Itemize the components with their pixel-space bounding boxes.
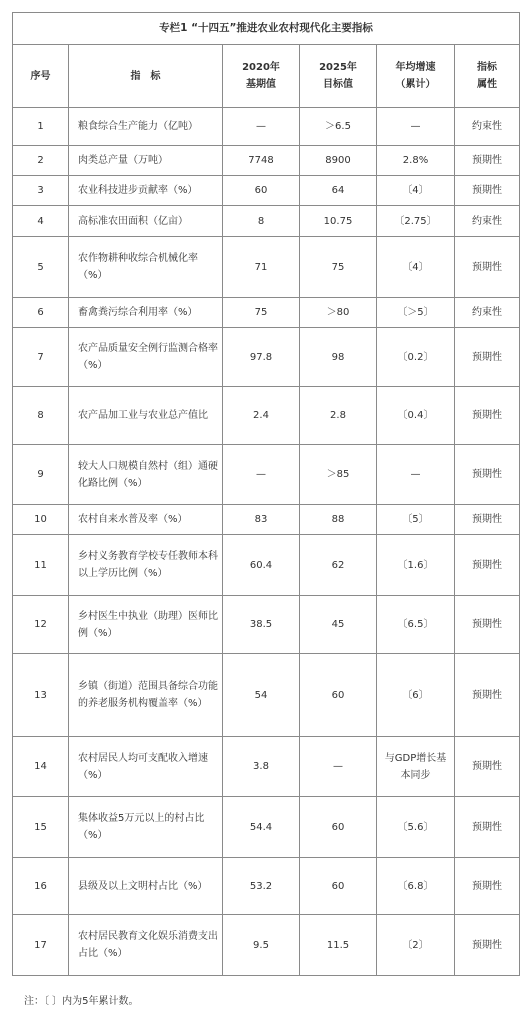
row-target: 11.5 [300,915,377,976]
row-attribute: 预期性 [455,146,520,176]
row-growth: 〔6.8〕 [377,858,455,915]
row-base: 60.4 [223,535,300,596]
row-base: — [223,445,300,505]
table-row [13,146,520,176]
row-attribute: 预期性 [455,328,520,387]
row-indicator: 农业科技进步贡献率（%） [69,176,223,206]
row-target: 60 [300,797,377,858]
row-indicator: 粮食综合生产能力（亿吨） [69,108,223,146]
row-target: — [300,737,377,797]
row-target: ＞85 [300,445,377,505]
row-seq: 1 [13,108,69,146]
row-indicator: 农村自来水普及率（%） [69,505,223,535]
row-indicator: 乡镇（街道）范围具备综合功能的养老服务机构覆盖率（%） [69,654,223,737]
row-indicator: 集体收益5万元以上的村占比（%） [69,797,223,858]
header-growth: 年均增速 （累计） [377,45,455,108]
row-attribute: 约束性 [455,206,520,237]
header-attribute: 指标 属性 [455,45,520,108]
row-base: 97.8 [223,328,300,387]
table-row [13,108,520,146]
row-seq: 2 [13,146,69,176]
row-attribute: 预期性 [455,915,520,976]
row-growth: 〔6〕 [377,654,455,737]
row-base: — [223,108,300,146]
row-target: 2.8 [300,387,377,445]
row-attribute: 预期性 [455,445,520,505]
row-target: ＞6.5 [300,108,377,146]
row-indicator: 乡村义务教育学校专任教师本科以上学历比例（%） [69,535,223,596]
table-row [13,206,520,237]
table-title: 专栏1 “十四五”推进农业农村现代化主要指标 [13,13,520,45]
row-growth: 〔0.2〕 [377,328,455,387]
row-indicator: 肉类总产量（万吨） [69,146,223,176]
row-growth: 〔4〕 [377,176,455,206]
row-seq: 11 [13,535,69,596]
row-attribute: 预期性 [455,535,520,596]
row-seq: 6 [13,298,69,328]
table-row [13,535,520,596]
table-body [13,108,520,976]
row-base: 8 [223,206,300,237]
row-target: 60 [300,858,377,915]
table-row [13,237,520,298]
header-indicator: 指 标 [69,45,223,108]
table-row [13,858,520,915]
row-base: 60 [223,176,300,206]
row-seq: 8 [13,387,69,445]
table-row [13,596,520,654]
header-seq: 序号 [13,45,69,108]
row-seq: 13 [13,654,69,737]
row-indicator: 较大人口规模自然村（组）通硬化路比例（%） [69,445,223,505]
row-target: 88 [300,505,377,535]
row-attribute: 预期性 [455,737,520,797]
row-target: 62 [300,535,377,596]
row-growth: 与GDP增长基本同步 [377,737,455,797]
row-growth: 〔0.4〕 [377,387,455,445]
row-target: 64 [300,176,377,206]
row-attribute: 预期性 [455,596,520,654]
row-growth: 〔＞5〕 [377,298,455,328]
row-indicator: 农产品质量安全例行监测合格率（%） [69,328,223,387]
header-row [13,45,520,108]
row-base: 83 [223,505,300,535]
row-growth: 〔6.5〕 [377,596,455,654]
footnote: 注：〔 〕内为5年累计数。 [24,996,139,1007]
row-indicator: 高标准农田面积（亿亩） [69,206,223,237]
row-target: 60 [300,654,377,737]
row-target: 8900 [300,146,377,176]
table-row [13,445,520,505]
row-seq: 3 [13,176,69,206]
row-seq: 14 [13,737,69,797]
row-base: 2.4 [223,387,300,445]
row-seq: 9 [13,445,69,505]
row-growth: — [377,108,455,146]
row-growth: 〔2.75〕 [377,206,455,237]
row-indicator: 农村居民人均可支配收入增速（%） [69,737,223,797]
row-seq: 16 [13,858,69,915]
row-base: 75 [223,298,300,328]
row-attribute: 预期性 [455,797,520,858]
row-attribute: 预期性 [455,654,520,737]
row-attribute: 约束性 [455,108,520,146]
row-base: 71 [223,237,300,298]
row-base: 54.4 [223,797,300,858]
row-growth: 〔4〕 [377,237,455,298]
row-attribute: 预期性 [455,237,520,298]
row-target: 75 [300,237,377,298]
row-growth: 〔1.6〕 [377,535,455,596]
row-target: 98 [300,328,377,387]
row-growth: 〔2〕 [377,915,455,976]
row-base: 38.5 [223,596,300,654]
row-seq: 15 [13,797,69,858]
row-attribute: 约束性 [455,298,520,328]
table-row [13,176,520,206]
table-row [13,915,520,976]
header-target-2025: 2025年 目标值 [300,45,377,108]
row-seq: 17 [13,915,69,976]
indicator-table-container [12,12,519,976]
row-attribute: 预期性 [455,505,520,535]
row-growth: — [377,445,455,505]
row-base: 54 [223,654,300,737]
row-attribute: 预期性 [455,176,520,206]
row-base: 9.5 [223,915,300,976]
row-indicator: 乡村医生中执业（助理）医师比例（%） [69,596,223,654]
row-seq: 12 [13,596,69,654]
table-row [13,654,520,737]
row-target: 10.75 [300,206,377,237]
indicator-table [12,12,520,976]
table-row [13,505,520,535]
row-growth: 2.8% [377,146,455,176]
row-indicator: 县级及以上文明村占比（%） [69,858,223,915]
row-indicator: 农作物耕种收综合机械化率（%） [69,237,223,298]
table-row [13,387,520,445]
table-row [13,298,520,328]
row-seq: 10 [13,505,69,535]
row-attribute: 预期性 [455,858,520,915]
row-attribute: 预期性 [455,387,520,445]
row-target: 45 [300,596,377,654]
row-growth: 〔5.6〕 [377,797,455,858]
row-base: 3.8 [223,737,300,797]
table-row [13,797,520,858]
row-indicator: 农产品加工业与农业总产值比 [69,387,223,445]
row-seq: 5 [13,237,69,298]
header-base-2020: 2020年 基期值 [223,45,300,108]
row-growth: 〔5〕 [377,505,455,535]
row-indicator: 农村居民教育文化娱乐消费支出占比（%） [69,915,223,976]
row-seq: 4 [13,206,69,237]
row-base: 7748 [223,146,300,176]
table-row [13,328,520,387]
table-row [13,737,520,797]
row-target: ＞80 [300,298,377,328]
row-indicator: 畜禽粪污综合利用率（%） [69,298,223,328]
row-seq: 7 [13,328,69,387]
row-base: 53.2 [223,858,300,915]
